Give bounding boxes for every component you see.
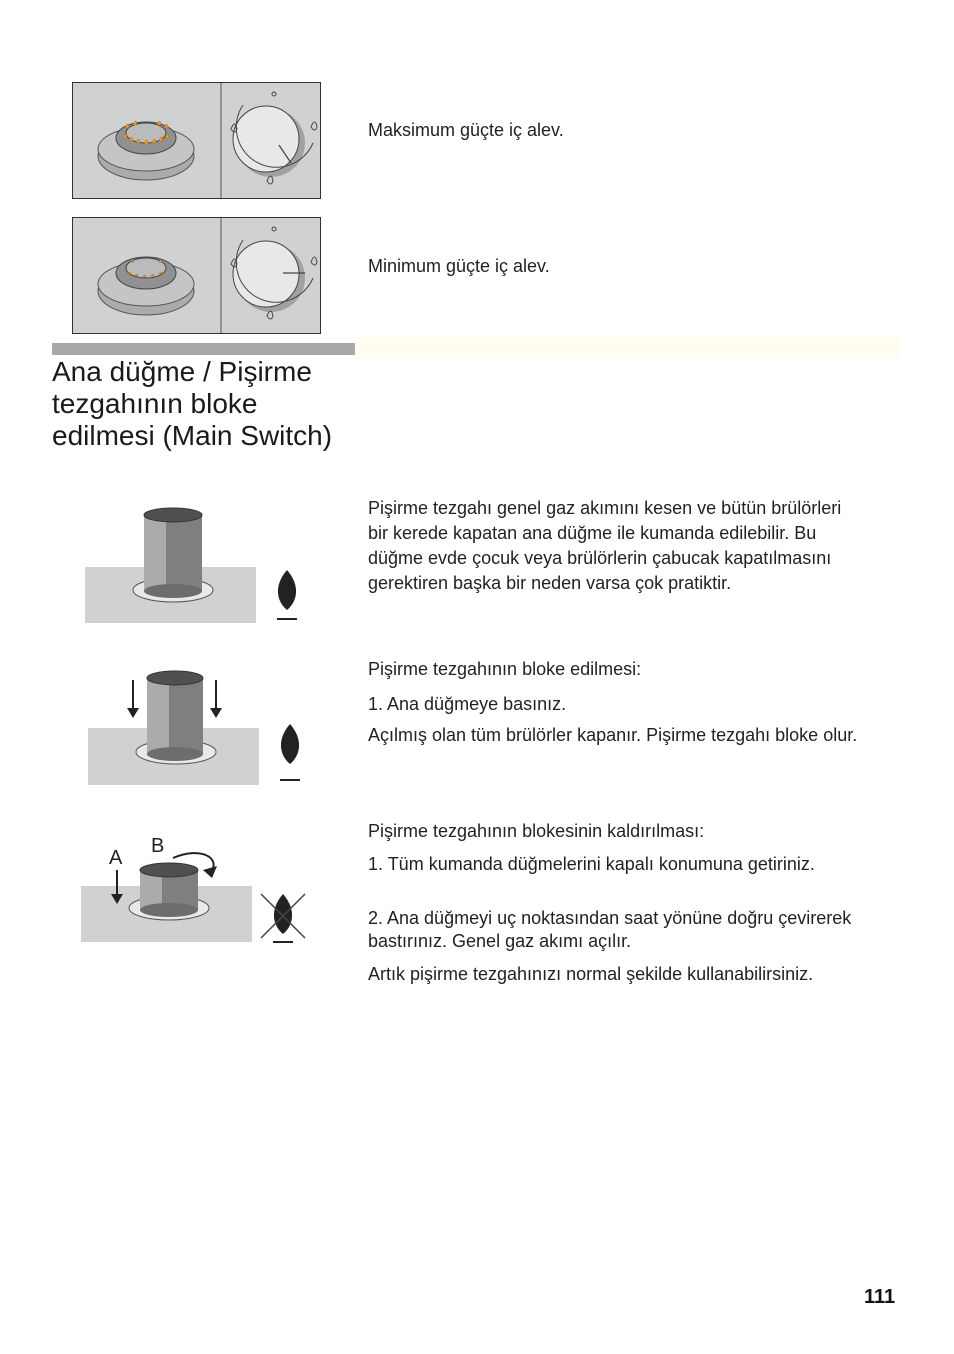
- unlock-heading: Pişirme tezgahının blokesinin kaldırılması:: [368, 821, 705, 841]
- main-switch-idle-illustration: [85, 505, 305, 627]
- unlock-result: Artık pişirme tezgahınızı normal şekilde kullanabilirsiniz.: [368, 964, 814, 984]
- lock-heading: Pişirme tezgahının bloke edilmesi:: [368, 659, 642, 679]
- lock-result: Açılmış olan tüm brülörler kapanır. Pişirme tezgahı bloke olur.: [368, 725, 858, 745]
- label-a: A: [109, 847, 123, 869]
- unlock-step-1: 1. Tüm kumanda düğmelerini kapalı konumuna getiriniz.: [368, 854, 815, 874]
- intro-paragraph: Pişirme tezgahı genel gaz akımını kesen ve bütün brülörleri bir kerede kapatan ana düğme ile kumanda edilebilir. Bu düğme evde çocuk veya brülörlerin çabucak kapatılmasını gerektiren başka bir neden varsa çok pratiktir.: [368, 498, 842, 593]
- heading-band: [355, 337, 900, 359]
- page-number: 111: [864, 1286, 896, 1308]
- main-switch-unlock-illustration: [81, 832, 311, 950]
- unlock-step-2: 2. Ana düğmeyi uç noktasından saat yönüne doğru çevirerek bastırınız. Genel gaz akımı açılır.: [368, 908, 852, 951]
- burner-max-caption: Maksimum güçte iç alev.: [368, 120, 564, 140]
- heading-bar: [52, 343, 355, 355]
- main-switch-press-illustration: [85, 668, 305, 790]
- lock-step-1: 1. Ana düğmeye basınız.: [368, 694, 567, 714]
- burner-min-caption: Minimum güçte iç alev.: [368, 256, 550, 276]
- section-title: Ana düğme / Pişirme tezgahının bloke edilmesi (Main Switch): [52, 356, 333, 451]
- burner-max-illustration: [72, 82, 321, 199]
- label-b: B: [151, 835, 165, 857]
- burner-min-illustration: [72, 217, 321, 334]
